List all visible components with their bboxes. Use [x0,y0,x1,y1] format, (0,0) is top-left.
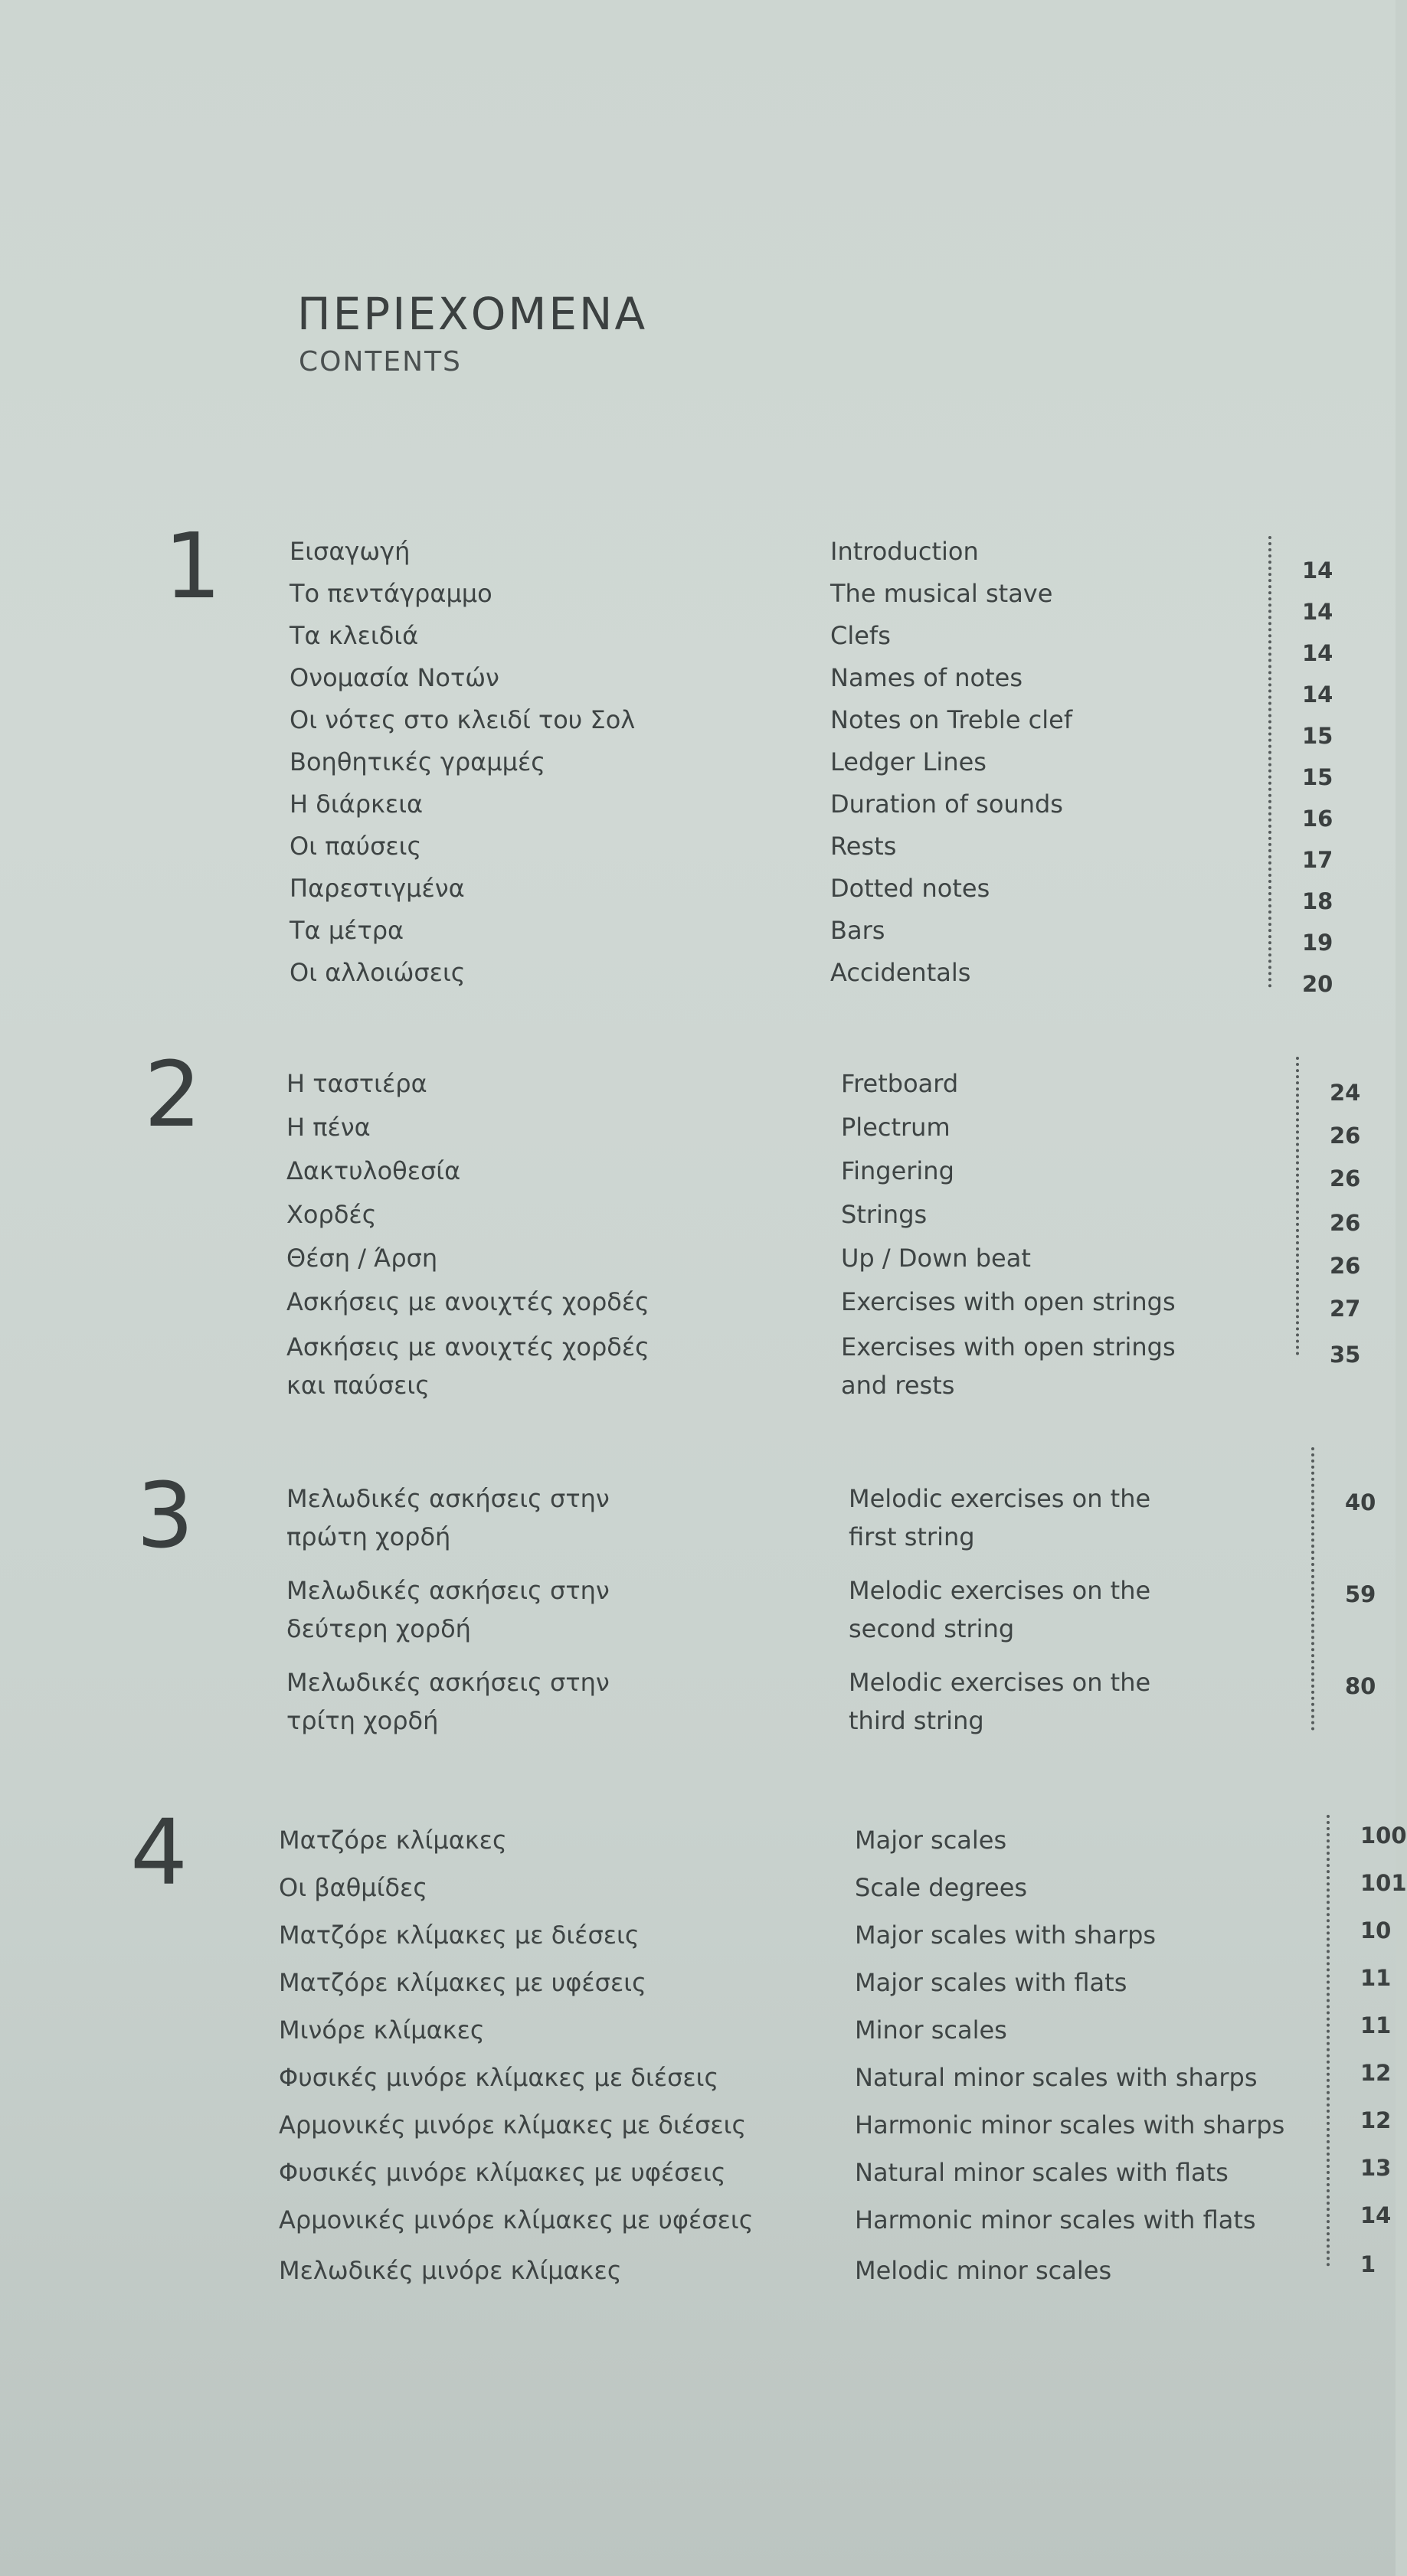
entry-title-greek: Το πεντάγραμμο [290,579,492,608]
entry-title-greek: Δακτυλοθεσία [286,1156,461,1185]
entry-title-english-line2: first string [849,1522,975,1551]
entry-title-greek: Ασκήσεις με ανοιχτές χορδές [286,1332,650,1362]
entry-page-number: 27 [1330,1296,1361,1322]
entry-page-number: 1 [1360,2251,1376,2277]
entry-title-greek: Οι βαθμίδες [279,1873,428,1902]
entry-page-number: 14 [1302,599,1333,625]
entry-title-greek-line2: πρώτη χορδή [286,1522,451,1551]
entry-title-english: Clefs [830,621,891,650]
entry-title-english: Melodic exercises on the [849,1576,1151,1605]
entry-title-greek: Οι παύσεις [290,832,422,861]
entry-title-greek: Αρμονικές μινόρε κλίμακες με διέσεις [279,2110,747,2140]
dotted-leader-line [1327,1815,1330,2267]
entry-title-greek-line2: και παύσεις [286,1371,430,1400]
entry-page-number: 20 [1302,971,1333,997]
entry-title-english: Exercises with open strings [841,1332,1176,1362]
entry-title-greek: Μελωδικές ασκήσεις στην [286,1668,610,1697]
entry-title-english: Exercises with open strings [841,1287,1176,1316]
entry-page-number: 24 [1330,1080,1361,1106]
entry-page-number: 26 [1330,1210,1361,1236]
entry-title-english-line2: second string [849,1614,1015,1643]
entry-title-greek: Εισαγωγή [290,537,411,566]
entry-title-greek: Η διάρκεια [290,789,424,819]
entry-title-greek: Οι νότες στο κλειδί του Σολ [290,705,636,734]
entry-title-greek: Βοηθητικές γραμμές [290,747,546,776]
entry-title-english: Bars [830,916,885,945]
entry-title-english: Major scales with sharps [855,1921,1157,1950]
entry-page-number: 11 [1360,2012,1392,2038]
entry-title-greek: Ασκήσεις με ανοιχτές χορδές [286,1287,650,1316]
entry-title-greek: Ονομασία Νοτών [290,663,499,692]
entry-title-greek: Ματζόρε κλίμακες με υφέσεις [279,1968,646,1997]
entry-page-number: 10 [1360,1917,1392,1943]
entry-page-number: 14 [1302,557,1333,584]
entry-title-greek-line2: τρίτη χορδή [286,1706,439,1735]
entry-page-number: 101 [1360,1870,1407,1896]
entry-page-number: 15 [1302,723,1333,749]
entry-page-number: 14 [1302,682,1333,708]
entry-title-english: The musical stave [830,579,1053,608]
entry-title-greek: Η πένα [286,1113,371,1142]
entry-title-greek: Αρμονικές μινόρε κλίμακες με υφέσεις [279,2205,754,2234]
dotted-leader-line [1268,536,1271,988]
entry-title-english: Notes on Treble clef [830,705,1073,734]
entry-title-greek: Χορδές [286,1200,377,1229]
entry-title-greek: Τα μέτρα [290,916,404,945]
entry-title-english: Introduction [830,537,979,566]
entry-title-english: Scale degrees [855,1873,1028,1902]
entry-title-greek: Η ταστιέρα [286,1069,427,1098]
entry-title-english-line2: third string [849,1706,984,1735]
entry-title-english: Fretboard [841,1069,959,1098]
entry-title-english: Strings [841,1200,928,1229]
entry-title-english: Rests [830,832,897,861]
entry-page-number: 100 [1360,1822,1407,1849]
entry-page-number: 12 [1360,2107,1392,2133]
entry-title-english: Plectrum [841,1113,951,1142]
entry-title-english: Ledger Lines [830,747,987,776]
entry-title-english: Duration of sounds [830,789,1063,819]
entry-page-number: 15 [1302,764,1333,790]
section-number: 4 [130,1800,188,1905]
entry-page-number: 14 [1302,640,1333,666]
entry-title-greek: Τα κλειδιά [290,621,419,650]
entry-title-greek: Ματζόρε κλίμακες [279,1826,507,1855]
entry-title-english: Harmonic minor scales with sharps [855,2110,1285,2140]
entry-page-number: 16 [1302,806,1333,832]
section-number: 1 [164,513,222,619]
entry-page-number: 40 [1345,1489,1376,1515]
entry-title-english: Minor scales [855,2015,1007,2045]
entry-page-number: 17 [1302,847,1333,873]
entry-title-english: Up / Down beat [841,1244,1031,1273]
entry-title-english: Accidentals [830,958,971,987]
entry-title-greek: Μελωδικές ασκήσεις στην [286,1576,610,1605]
entry-title-english: Natural minor scales with flats [855,2158,1229,2187]
entry-page-number: 59 [1345,1581,1376,1607]
entry-title-english: Fingering [841,1156,954,1185]
entry-title-english: Melodic minor scales [855,2256,1112,2285]
entry-page-number: 18 [1302,888,1333,914]
entry-title-greek: Θέση / Άρση [286,1244,438,1273]
entry-page-number: 19 [1302,930,1333,956]
entry-page-number: 26 [1330,1253,1361,1279]
section-number: 2 [144,1041,202,1147]
entry-title-greek: Φυσικές μινόρε κλίμακες με υφέσεις [279,2158,726,2187]
entry-page-number: 14 [1360,2202,1392,2228]
entry-title-greek-line2: δεύτερη χορδή [286,1614,471,1643]
entry-title-greek: Οι αλλοιώσεις [290,958,466,987]
section-number: 3 [136,1463,195,1568]
entry-title-greek: Φυσικές μινόρε κλίμακες με διέσεις [279,2063,719,2092]
entry-title-english: Names of notes [830,663,1023,692]
dotted-leader-line [1311,1447,1314,1731]
entry-page-number: 80 [1345,1673,1376,1699]
entry-page-number: 11 [1360,1965,1392,1991]
entry-title-english: Harmonic minor scales with flats [855,2205,1256,2234]
contents-title-english: CONTENTS [299,346,462,378]
entry-title-greek: Παρεστιγμένα [290,874,465,903]
dotted-leader-line [1296,1057,1299,1355]
entry-title-greek: Μελωδικές μινόρε κλίμακες [279,2256,622,2285]
entry-title-english: Major scales [855,1826,1007,1855]
entry-title-english: Melodic exercises on the [849,1484,1151,1513]
entry-title-greek: Μινόρε κλίμακες [279,2015,485,2045]
entry-page-number: 13 [1360,2155,1392,2181]
entry-page-number: 26 [1330,1165,1361,1192]
contents-title-greek: ΠΕΡΙΕΧΟΜΕΝΑ [297,288,648,340]
entry-title-english: Major scales with flats [855,1968,1127,1997]
entry-page-number: 26 [1330,1123,1361,1149]
entry-title-english: Dotted notes [830,874,990,903]
entry-title-greek: Μελωδικές ασκήσεις στην [286,1484,610,1513]
entry-page-number: 12 [1360,2060,1392,2086]
entry-title-english: Melodic exercises on the [849,1668,1151,1697]
entry-title-english-line2: and rests [841,1371,955,1400]
entry-title-greek: Ματζόρε κλίμακες με διέσεις [279,1921,640,1950]
entry-title-english: Natural minor scales with sharps [855,2063,1258,2092]
entry-page-number: 35 [1330,1342,1361,1368]
